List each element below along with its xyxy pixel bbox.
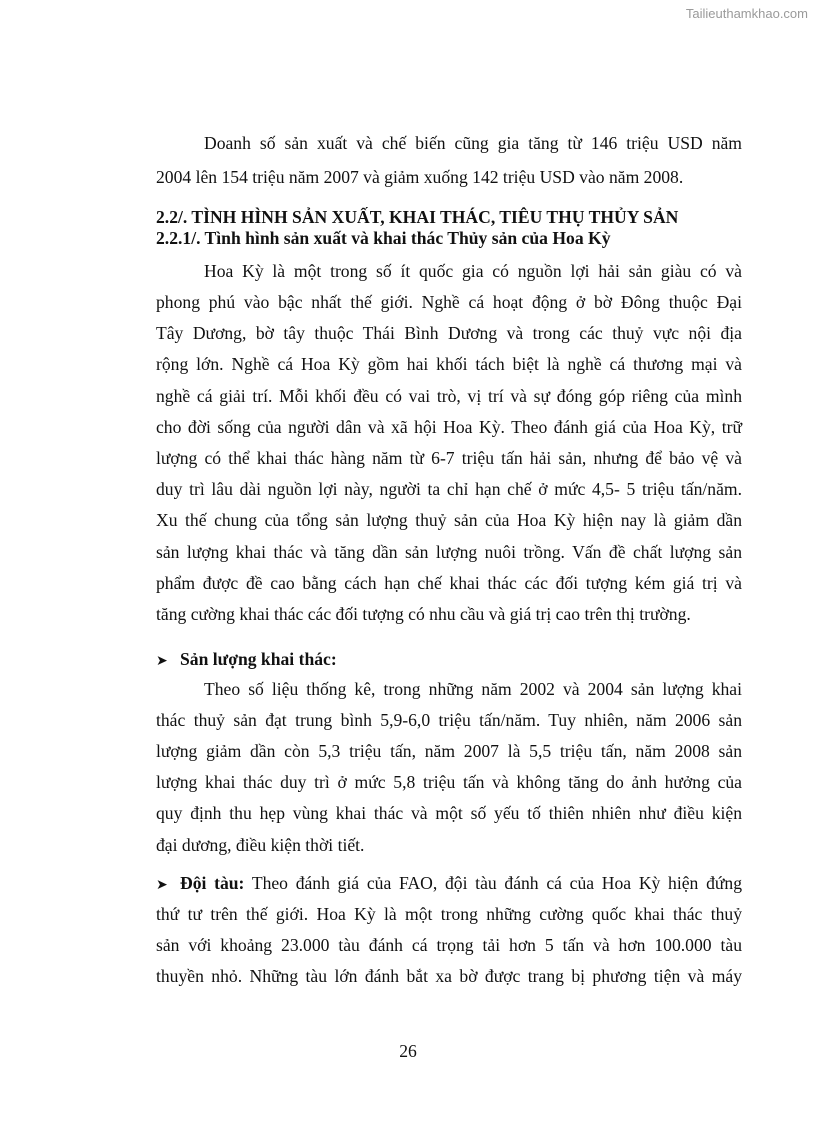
paragraph-line: lượng khai thác duy trì ở mức 5,8 triệu tấn và không tăng do ảnh hưởng của — [156, 772, 742, 792]
paragraph-line: thuyền nhỏ. Những tàu lớn đánh bắt xa bờ được trang bị phương tiện và máy — [156, 966, 742, 986]
paragraph-line: 2004 lên 154 triệu năm 2007 và giảm xuống 142 triệu USD vào năm 2008. — [156, 167, 684, 187]
arrow-bullet-icon: ➤ — [156, 878, 168, 893]
section-heading-2-2-1: 2.2.1/. Tình hình sản xuất và khai thác Thủy sản của Hoa Kỳ — [156, 228, 611, 248]
paragraph-line: Theo số liệu thống kê, trong những năm 2002 và 2004 sản lượng khai — [204, 679, 742, 699]
paragraph-line: Hoa Kỳ là một trong số ít quốc gia có nguồn lợi hải sản giàu có và — [204, 261, 742, 281]
paragraph-line: lượng giảm dần còn 5,3 triệu tấn, năm 2007 là 5,5 triệu tấn, năm 2008 sản — [156, 741, 742, 761]
paragraph-line: sản với khoảng 23.000 tàu đánh cá trọng tải hơn 5 tấn và hơn 100.000 tàu — [156, 935, 742, 955]
section-heading-2-2: 2.2/. TÌNH HÌNH SẢN XUẤT, KHAI THÁC, TIÊU THỤ THỦY SẢN — [156, 207, 679, 227]
bullet-text: Theo đánh giá của FAO, đội tàu đánh cá của Hoa Kỳ hiện đứng — [251, 873, 742, 893]
bullet-san-luong — [156, 648, 742, 673]
watermark: Tailieuthamkhao.com — [685, 6, 808, 21]
paragraph-line: duy trì lâu dài nguồn lợi này, người ta chỉ hạn chế ở mức 4,5- 5 triệu tấn/năm. — [156, 479, 742, 499]
bullet-title: Sản lượng khai thác: — [180, 649, 337, 669]
paragraph-line: thác thuỷ sản đạt trung bình 5,9-6,0 triệu tấn/năm. Tuy nhiên, năm 2006 sản — [156, 710, 742, 730]
arrow-bullet-icon: ➤ — [156, 654, 168, 669]
paragraph-line: nghề cá giải trí. Mỗi khối đều có vai trò, vị trí và sự đóng góp riêng của mình — [156, 386, 742, 406]
paragraph-line: phong phú vào bậc nhất thế giới. Nghề cá hoạt động ở bờ Đông thuộc Đại — [156, 292, 742, 312]
paragraph-line: Xu thế chung của tổng sản lượng thuỷ sản của Hoa Kỳ hiện nay là giảm dần — [156, 510, 742, 530]
paragraph-line: rộng lớn. Nghề cá Hoa Kỳ gồm hai khối tách biệt là nghề cá thương mại và — [156, 354, 742, 374]
paragraph-line: thứ tư trên thế giới. Hoa Kỳ là một trong những cường quốc khai thác thuỷ — [156, 904, 742, 924]
paragraph-line: đại dương, điều kiện thời tiết. — [156, 835, 365, 855]
bullet-doi-tau — [156, 872, 742, 897]
paragraph-line: sản lượng khai thác và tăng dần sản lượng nuôi trồng. Vấn đề chất lượng sản — [156, 542, 742, 562]
paragraph-line: tăng cường khai thác các đối tượng có nhu cầu và giá trị cao trên thị trường. — [156, 604, 691, 624]
paragraph-line: Tây Dương, bờ tây thuộc Thái Bình Dương và trong các thuỷ vực nội địa — [156, 323, 742, 343]
paragraph-line: quy định thu hẹp vùng khai thác và một số yếu tố thiên nhiên như điều kiện — [156, 803, 742, 823]
bullet-title: Đội tàu: — [180, 873, 245, 893]
paragraph-line: cho đời sống của người dân và xã hội Hoa Kỳ. Theo đánh giá của Hoa Kỳ, trữ — [156, 417, 742, 437]
page-number: 26 — [399, 1041, 417, 1061]
paragraph-line: phẩm được đề cao bằng cách hạn chế khai thác các đối tượng kém giá trị và — [156, 573, 742, 593]
paragraph-line: lượng có thể khai thác hàng năm từ 6-7 triệu tấn hải sản, nhưng để bảo vệ và — [156, 448, 742, 468]
paragraph-line: Doanh số sản xuất và chế biến cũng gia tăng từ 146 triệu USD năm — [204, 133, 742, 153]
